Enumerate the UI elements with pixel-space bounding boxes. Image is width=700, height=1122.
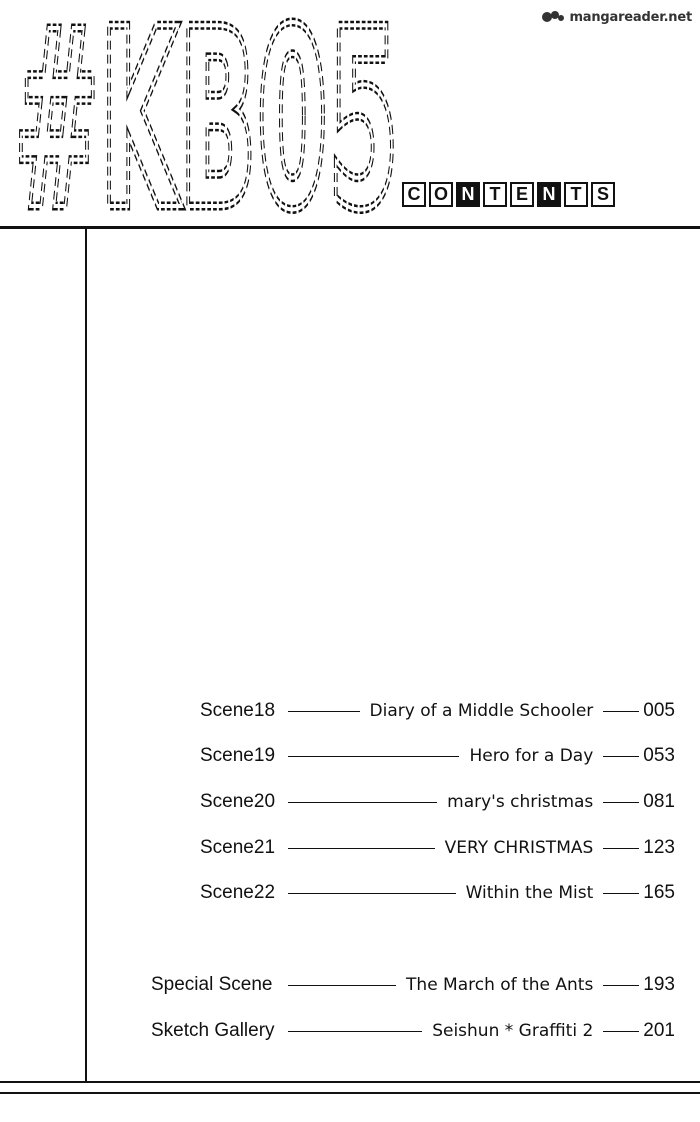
header-divider — [0, 226, 700, 229]
toc-scene-label: Scene18 — [200, 700, 276, 721]
toc-scene-label: Scene21 — [200, 837, 276, 858]
toc-chapter-title: Hero for a Day — [469, 746, 594, 766]
contents-letter-box: S — [591, 182, 615, 207]
toc-leader-line — [288, 802, 437, 803]
toc-entry — [200, 741, 675, 771]
toc-page-number: 201 — [643, 1020, 675, 1041]
toc-page-number: 053 — [643, 745, 675, 766]
toc-entry — [151, 970, 675, 1000]
toc-page-number: 165 — [643, 882, 675, 903]
toc-leader-line — [603, 893, 639, 894]
watermark — [541, 8, 692, 26]
volume-title-inner: #KB05 — [14, 14, 399, 219]
toc-scene-label: Special Scene — [151, 974, 273, 995]
toc-page-number: 123 — [643, 837, 675, 858]
contents-heading — [402, 182, 615, 207]
toc-leader-line — [603, 1031, 639, 1032]
toc-scene-label: Scene22 — [200, 882, 276, 903]
contents-letter-box: C — [402, 182, 426, 207]
toc-page-number: 193 — [643, 974, 675, 995]
toc-chapter-title: VERY CHRISTMAS — [444, 838, 594, 858]
toc-leader-line — [288, 893, 456, 894]
toc-entry — [200, 696, 675, 726]
footer-divider-upper — [0, 1081, 700, 1083]
toc-leader-line — [603, 756, 639, 757]
toc-leader-line — [288, 756, 459, 757]
toc-scene-label: Scene20 — [200, 791, 276, 812]
toc-chapter-title: Diary of a Middle Schooler — [369, 701, 594, 721]
contents-letter-box: N — [537, 182, 561, 207]
toc-leader-line — [603, 848, 639, 849]
toc-page-number: 081 — [643, 791, 675, 812]
toc-entry — [200, 833, 675, 863]
toc-leader-line — [288, 848, 435, 849]
volume-title — [14, 14, 404, 219]
toc-chapter-title: Seishun * Graffiti 2 — [432, 1021, 594, 1041]
toc-entry — [151, 1016, 675, 1046]
contents-letter-box: O — [429, 182, 453, 207]
toc-leader-line — [288, 711, 360, 712]
toc-leader-line — [288, 1031, 422, 1032]
toc-leader-line — [603, 802, 639, 803]
watermark-text: mangareader.net — [569, 9, 692, 25]
toc-leader-line — [603, 711, 639, 712]
toc-page-number: 005 — [643, 700, 675, 721]
toc-chapter-title: Within the Mist — [465, 883, 594, 903]
contents-letter-box: T — [564, 182, 588, 207]
contents-letter-box: N — [456, 182, 480, 207]
toc-scene-label: Scene19 — [200, 745, 276, 766]
contents-letter-box: T — [483, 182, 507, 207]
footer-divider-lower — [0, 1092, 700, 1094]
mangareader-logo-icon — [541, 8, 565, 26]
contents-letter-box: E — [510, 182, 534, 207]
left-margin-line — [85, 229, 87, 1081]
toc-leader-line — [603, 985, 639, 986]
toc-scene-label: Sketch Gallery — [151, 1020, 275, 1041]
toc-entry — [200, 787, 675, 817]
toc-entry — [200, 878, 675, 908]
toc-chapter-title: mary's christmas — [447, 792, 594, 812]
volume-title-text: #KB05 — [14, 14, 399, 219]
toc-chapter-title: The March of the Ants — [406, 975, 594, 995]
toc-leader-line — [288, 985, 396, 986]
